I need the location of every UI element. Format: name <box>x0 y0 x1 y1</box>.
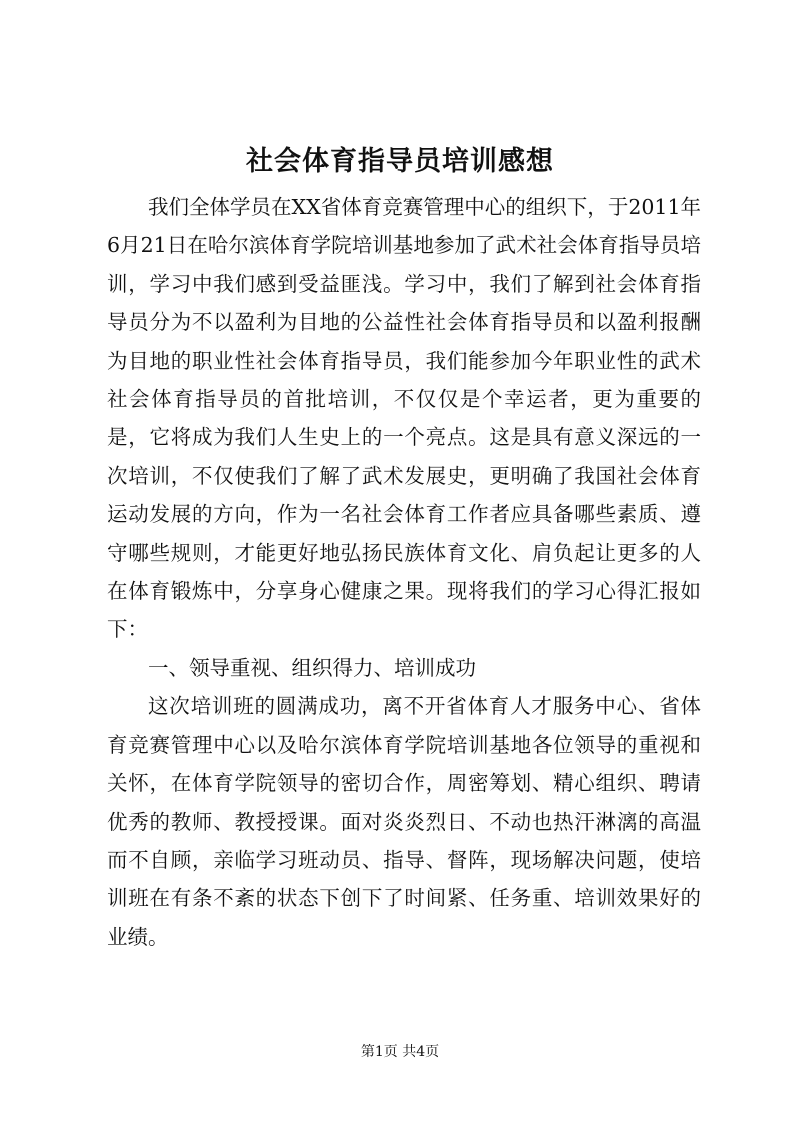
document-title: 社会体育指导员培训感想 <box>246 146 554 177</box>
intro-paragraph: 我们全体学员在XX省体育竞赛管理中心的组织下，于2011年6月21日在哈尔滨体育学院培训基地参加了武术社会体育指导员培训，学习中我们感到受益匪浅。学习中，我们了解到社会体育指导员分为不以盈利为目地的公益性社会体育指导员和以盈利报酬为目地的职业性社会体育指导员，我们能参加今年职业性的武术社会体育指导员的首批培训，不仅仅是个幸运者，更为重要的是，它将成为我们人生史上的一个亮点。这是具有意义深远的一次培训，不仅使我们了解了武术发展史，更明确了我国社会体育运动发展的方向，作为一名社会体育工作者应具备哪些素质、遵守哪些规则，才能更好地弘扬民族体育文化、肩负起让更多的人在体育锻炼中，分享身心健康之果。现将我们的学习心得汇报如下： <box>107 195 701 642</box>
document-body <box>107 188 701 956</box>
section-heading: 一、领导重视、组织得力、培训成功 <box>148 655 476 680</box>
page-footer: 第1页 共4页 <box>360 1044 440 1060</box>
section-paragraph: 这次培训班的圆满成功，离不开省体育人才服务中心、省体育竞赛管理中心以及哈尔滨体育学院培训基地各位领导的重视和关怀，在体育学院领导的密切合作，周密筹划、精心组织、聘请优秀的教师、教授授课。面对炎炎烈日、不动也热汗淋漓的高温而不自顾，亲临学习班动员、指导、督阵，现场解决问题，使培训班在有条不紊的状态下创下了时间紧、任务重、培训效果好的业绩。 <box>107 694 701 949</box>
